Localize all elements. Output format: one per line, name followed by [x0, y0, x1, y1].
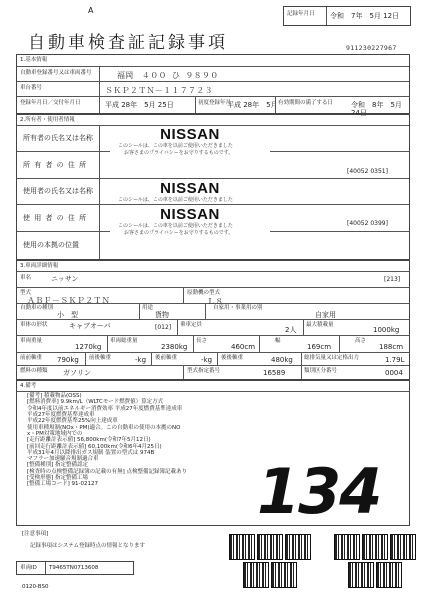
qr-code [271, 562, 297, 588]
section2-heading: 2.所有者・使用者情報 [20, 117, 75, 123]
remark-line: [整備工場コード] 91-02127 [27, 481, 99, 488]
engine-label: 原動機の型式 [187, 290, 221, 296]
privacy-sticker-1 [110, 126, 270, 166]
remark-line: [検査時の点検整備記録簿の記載の有無] 点検整備記録簿記載あり [27, 468, 188, 475]
chassis-label: 車台番号 [20, 85, 43, 91]
reg-number-value: 福岡 ４００ ひ ９８９０ [117, 71, 219, 80]
section4-heading: 4.備考 [20, 383, 37, 389]
remark-line: 平成27年度燃費基準達成車 [27, 411, 95, 418]
rf-axle-label: 後前軸重 [155, 355, 178, 361]
issue-date-label: 記録年月日 [287, 11, 315, 17]
qr-code [376, 562, 402, 588]
length-value: 460cm [231, 343, 256, 351]
fuel-label: 燃料の種類 [20, 368, 48, 374]
max-load-value: 1000kg [373, 326, 400, 334]
remarks-list [27, 393, 277, 488]
owner-name-label: 所有者の氏名又は名称 [23, 134, 93, 142]
remark-line: [受検形態] 指定整備工場 [27, 475, 89, 482]
qr-code [362, 534, 388, 560]
qr-code [334, 534, 360, 560]
class-no-value: 0004 [385, 369, 403, 377]
reg-number-label: 自動車登録番号又は車両番号 [20, 70, 92, 76]
first-date-label: 初度登録年月 [198, 100, 232, 106]
fuel-value: ガソリン [63, 369, 91, 377]
qr-code [243, 562, 269, 588]
issue-date-value: 令和 7年 5月 12日 [330, 12, 400, 20]
class-no-label: 類別区分番号 [304, 368, 338, 374]
body-label: 車体の形状 [20, 322, 48, 328]
max-load-label: 最大積載量 [306, 322, 334, 328]
expiry-label: 有効期間の満了する日 [278, 100, 334, 106]
form-code: 0120-BS0 [22, 584, 49, 590]
vehicle-id-box [16, 561, 134, 575]
doc-number: 911230227967 [346, 44, 397, 52]
private-value: 自家用 [315, 311, 336, 319]
ff-axle-value: -kg [135, 356, 147, 364]
remark-line: 平成31年4月以降排出ガス規制 装置の型式は 974B [27, 449, 155, 456]
sticker-2-line1: このシールは、この車を以前ご使用いただきました [118, 197, 233, 203]
handwritten-number: 134 [257, 455, 381, 528]
remark-line: [備考] 積載物品(OSS) [27, 393, 82, 399]
chassis-value: ＳＫＰ２ＴＮ－１１７７２３ [105, 86, 213, 95]
nissan-logo: NISSAN [160, 206, 220, 223]
user-code: [40052 0399] [347, 220, 388, 227]
sticker-1-line2: お客さまのプライバシーをお守りするものです。 [124, 149, 234, 156]
displacement-value: 1.79L [385, 356, 405, 364]
width-value: 169cm [307, 343, 332, 351]
rf-axle-value: -kg [201, 356, 213, 364]
qr-code [257, 534, 283, 560]
first-date-value: 平成 28年 5月 [227, 101, 278, 109]
engine-value: Ｌ８ [207, 297, 224, 306]
gross-weight-value: 2380kg [161, 343, 188, 351]
displacement-label: 総排気量又は定格出力 [304, 355, 360, 361]
width-label: 幅 [275, 338, 281, 344]
qr-code [285, 534, 311, 560]
sticker-3-line2: お客さまのプライバシーをお守りするものです。 [124, 229, 234, 236]
type-no-label: 型式指定番号 [187, 368, 221, 374]
remark-line: [走行距離計表示値] 56,800km(令和7年5月12日) [27, 437, 151, 444]
expiry-value: 令和 8年 5月 24日 [351, 101, 402, 118]
weight-value: 1270kg [75, 343, 102, 351]
body-code: [012] [155, 324, 172, 331]
notice-text: 記録事項はシステム登録時点の情報となります [30, 543, 145, 549]
remark-line: [前回走行距離計表示値] 60,100km(令和6年4月25日) [27, 443, 162, 450]
model-label: 型式 [20, 290, 32, 296]
rear-axle-label: 後後軸重 [221, 355, 244, 361]
ff-axle-label: 前後軸重 [89, 355, 112, 361]
vehicle-id-label: 車両ID [20, 565, 37, 571]
privacy-sticker-3 [110, 206, 270, 246]
height-label: 高さ [355, 338, 367, 344]
remark-line: 令和4年度以前エネルギー消費効率 平成27年度燃費基準達成車 [27, 405, 183, 412]
capacity-label: 乗車定員 [180, 322, 203, 328]
private-label: 自家用・事業用の別 [213, 305, 263, 311]
remark-line: x・PM対策地域内での [27, 430, 83, 437]
qr-code [229, 534, 255, 560]
remark-line: [整備種別] 指定整備認定 [27, 462, 89, 469]
section3-heading: 3.車両詳細情報 [20, 263, 59, 269]
remark-line: [燃料消費率] 9.9km/L（WLTCモード燃費値）算定方式 [27, 399, 164, 406]
section1-heading: 1.基本情報 [20, 57, 48, 63]
basic-info-section [16, 54, 410, 118]
user-name-label: 使用者の氏名又は名称 [23, 187, 93, 195]
height-value: 188cm [379, 343, 404, 351]
document-title: 自動車検査証記録事項 [28, 33, 228, 53]
maker-label: 車名 [20, 275, 32, 281]
notice-title: [注意事項] [22, 531, 49, 537]
privacy-sticker-2 [110, 180, 270, 204]
issue-date-box [283, 6, 411, 26]
vehicle-id-value: T9465TN0713608 [49, 565, 99, 571]
vehicle-detail-section [16, 260, 410, 380]
gross-weight-label: 車両総重量 [110, 338, 138, 344]
use-label: 用途 [142, 305, 154, 311]
capacity-value: 2人 [285, 326, 297, 334]
model-value: ＡＢＦ－ＳＫＰ２ＴＮ [27, 296, 110, 305]
maker-code: [213] [384, 276, 401, 283]
nissan-logo: NISSAN [160, 180, 220, 197]
front-axle-value: 790kg [57, 356, 79, 364]
length-label: 長さ [196, 338, 208, 344]
body-value: キャブオーバ [69, 322, 111, 330]
qr-code [390, 534, 416, 560]
weight-label: 車両重量 [20, 338, 43, 344]
first-reg-value: 平成 28年 5月 25日 [105, 101, 174, 109]
owner-code: [40052 0351] [347, 168, 388, 175]
remarks-section [16, 380, 410, 526]
owner-address-label: 所 有 者 の 住 所 [23, 161, 88, 169]
header-a-mark: A [88, 6, 94, 15]
type-no-value: 16589 [263, 369, 286, 377]
base-location-label: 使用の本拠の位置 [23, 241, 79, 249]
sticker-1-line1: このシールは、この車を以前ご使用いただきました [118, 143, 233, 149]
maker-value: ニッサン [51, 275, 79, 283]
sticker-3-line1: このシールは、この車を以前ご使用いただきました [118, 223, 233, 229]
qr-code [348, 562, 374, 588]
remark-line: 使用車種規制(NOx・PM)適合。この自動車の使用の本拠のNO [27, 424, 181, 431]
remark-line: マフラー加速騒音規制適合車 [27, 456, 99, 463]
kind-label: 自動車の種別 [20, 305, 54, 311]
first-reg-label: 登録年月日／交付年月日 [20, 100, 81, 106]
use-value: 貨物 [155, 311, 169, 319]
user-address-label: 使 用 者 の 住 所 [23, 214, 88, 222]
front-axle-label: 前前軸重 [20, 355, 43, 361]
rear-axle-value: 480kg [271, 356, 293, 364]
kind-value: 小 型 [57, 311, 78, 319]
nissan-logo: NISSAN [160, 126, 220, 143]
remark-line: 平成22年度燃費基準25%向上達成車 [27, 418, 118, 425]
